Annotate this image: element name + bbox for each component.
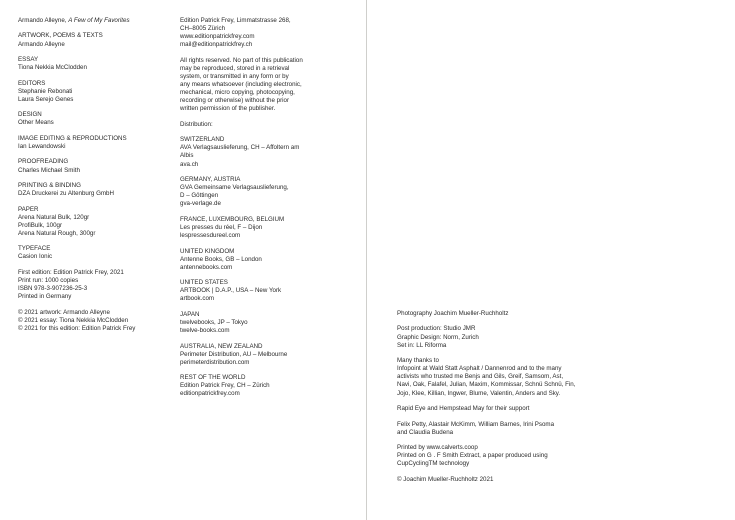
publisher-line: system, or transmitted in any form or by (180, 72, 289, 80)
credit-line: Laura Serejo Genes (18, 95, 74, 103)
photo-credit-block (397, 325, 717, 349)
credit-line: PAPER (18, 205, 39, 213)
publisher-line: Edition Patrick Frey, Limmatstrasse 268, (180, 17, 291, 24)
credit-line: Arena Natural Bulk, 120gr (18, 213, 90, 221)
book-author: Armando Alleyne, (18, 17, 67, 24)
publisher-block (180, 374, 350, 398)
publisher-line: lespressesdureel.com (180, 232, 241, 240)
publisher-line: CH–8005 Zürich (180, 25, 226, 33)
credit-block (18, 135, 168, 151)
left-page (0, 0, 366, 520)
publisher-block (180, 279, 350, 303)
publisher-line: AUSTRALIA, NEW ZEALAND (180, 342, 263, 350)
publisher-block (180, 248, 350, 272)
publisher-line: recording or otherwise) without the prior (180, 97, 290, 105)
credit-block (18, 158, 168, 174)
publisher-line: JAPAN (180, 310, 200, 318)
photo-credit-line: Photography Joachim Mueller-Ruchholtz (397, 310, 509, 317)
credit-line: Charles Michael Smith (18, 166, 80, 174)
publisher-line: SWITZERLAND (180, 136, 225, 144)
publisher-line: D – Göttingen (180, 192, 219, 200)
credit-line: PROOFREADING (18, 158, 69, 166)
photo-credit-line: activists who trusted me Benjs and Gils, Greif, Samsom, Ast, (397, 373, 564, 381)
credit-block (18, 182, 168, 198)
credit-line: Tiona Nekkia McClodden (18, 64, 87, 72)
photo-credit-line: Printed on G . F Smith Extract, a paper produced using (397, 452, 548, 460)
credit-line: Armando Alleyne (18, 40, 65, 48)
photo-credit-line: Graphic Design: Norm, Zurich (397, 333, 479, 341)
photo-credit-line: Infopoint at Wald Statt Asphalt / Dannenrod and to the many (397, 365, 562, 373)
credit-line: Casion Ionic (18, 253, 53, 261)
publisher-line: written permission of the publisher. (180, 105, 276, 113)
publisher-line: www.editionpatrickfrey.com (180, 33, 255, 41)
right-page (367, 0, 735, 520)
credit-line: DZA Druckerei zu Altenburg GmbH (18, 190, 114, 198)
credit-block (18, 309, 168, 333)
publisher-block (180, 343, 350, 367)
publisher-distribution-column (180, 17, 350, 406)
credit-line: ProfiBulk, 100gr (18, 221, 63, 229)
publisher-line: Distribution: (180, 120, 213, 128)
publisher-block (180, 176, 350, 208)
publisher-line: perimeterdistribution.com (180, 358, 250, 366)
publisher-line: twelvebooks, JP – Tokyo (180, 318, 248, 326)
credit-block (18, 111, 168, 127)
credit-block (18, 32, 168, 48)
publisher-line: editionpatrickfrey.com (180, 390, 240, 398)
book-title-line (18, 17, 168, 25)
publisher-line: ava.ch (180, 160, 199, 168)
credit-line: Other Means (18, 119, 54, 127)
publisher-line: Les presses du réel, F – Dijon (180, 223, 263, 231)
publisher-line: artbook.com (180, 295, 215, 303)
publisher-line: UNITED KINGDOM (180, 247, 235, 255)
credit-line: IMAGE EDITING & REPRODUCTIONS (18, 134, 127, 142)
credit-line: © 2021 for this edition: Edition Patrick Frey (18, 324, 136, 332)
publisher-line: Antenne Books, GB – London (180, 255, 262, 263)
publisher-line: Albis (180, 152, 194, 160)
credit-line: Print run: 1000 copies (18, 277, 79, 285)
publisher-block (180, 216, 350, 240)
photo-credit-line: Set in: LL Riforma (397, 341, 447, 349)
publisher-line: FRANCE, LUXEMBOURG, BELGIUM (180, 215, 285, 223)
credit-block (18, 80, 168, 104)
book-title: A Few of My Favorites (68, 17, 130, 24)
credit-line: © 2021 artwork: Armando Alleyne (18, 308, 110, 316)
photo-credit-line: © Joachim Mueller-Ruchholtz 2021 (397, 475, 494, 483)
publisher-block (180, 17, 350, 49)
credit-line: © 2021 essay: Tiona Nekkia McClodden (18, 316, 129, 324)
publisher-line: UNITED STATES (180, 279, 228, 287)
publisher-block (180, 136, 350, 168)
publisher-line: mechanical, micro copying, photocopying, (180, 89, 295, 97)
publisher-line: REST OF THE WORLD (180, 374, 246, 382)
credit-line: DESIGN (18, 111, 42, 119)
credit-block (18, 56, 168, 72)
photo-credit-line: Rapid Eye and Hempstead May for their support (397, 405, 530, 413)
photo-credit-block (397, 357, 717, 397)
imprint-credits-column (18, 17, 168, 340)
publisher-line: GVA Gemeinsame Verlagsauslieferung, (180, 184, 289, 192)
credit-line: PRINTING & BINDING (18, 182, 81, 190)
publisher-line: antennebooks.com (180, 263, 233, 271)
credit-line: TYPEFACE (18, 245, 51, 253)
publisher-block (180, 57, 350, 114)
credit-line: Arena Natural Rough, 300gr (18, 229, 96, 237)
credit-block (18, 269, 168, 301)
photo-credit-line: Printed by www.calverts.coop (397, 444, 478, 452)
photo-credit-line: and Claudia Budena (397, 428, 454, 436)
photo-credit-line: Felix Petty, Alastair McKimm, William Barnes, Irini Psoma (397, 420, 555, 428)
credit-line: ARTWORK, POEMS & TEXTS (18, 32, 103, 40)
credit-line: EDITORS (18, 79, 46, 87)
credit-line: Printed in Germany (18, 293, 72, 301)
publisher-line: may be reproduced, stored in a retrieval (180, 64, 290, 72)
publisher-line: gva-verlage.de (180, 200, 221, 208)
credit-line: First edition: Edition Patrick Frey, 2021 (18, 268, 124, 276)
credit-line: ISBN 978-3-907236-25-3 (18, 285, 88, 293)
photo-credit-line: CupCyclingTM technology (397, 460, 470, 468)
photo-credit-line: Jojo, Klee, Killian, Ingwer, Blume, Valentin, Anders and Sky. (397, 389, 561, 397)
credits-blocks (18, 32, 168, 333)
credit-line: Stephanie Rebonati (18, 87, 73, 95)
publisher-block (180, 311, 350, 335)
publisher-line: GERMANY, AUSTRIA (180, 176, 241, 184)
photo-credit-line: Many thanks to (397, 357, 439, 365)
photo-credit-block (397, 405, 717, 413)
credit-line: ESSAY (18, 56, 39, 64)
photo-credit-block (397, 444, 717, 468)
publisher-line: any means whatsoever (including electronic, (180, 81, 302, 89)
photo-credit-block (397, 310, 717, 318)
publisher-line: Perimeter Distribution, AU – Melbourne (180, 350, 288, 358)
photo-credit-block (397, 476, 717, 484)
publisher-line: ARTBOOK | D.A.P., USA – New York (180, 287, 282, 295)
credit-block (18, 245, 168, 261)
photo-credit-line: Navi, Oak, Falafel, Julian, Maxim, Kommissar, Schnü Schnü, Fin, (397, 381, 576, 389)
photo-credit-line: Post production: Studio JMR (397, 325, 476, 333)
publisher-line: twelve-books.com (180, 327, 230, 335)
publisher-block (180, 121, 350, 129)
credit-line: Ian Lewandowski (18, 142, 66, 150)
photo-credits-column (397, 310, 717, 491)
credit-block (18, 206, 168, 238)
publisher-line: Edition Patrick Frey, CH – Zürich (180, 382, 270, 390)
photo-credit-block (397, 421, 717, 437)
publisher-line: AVA Verlagsauslieferung, CH – Affoltern am (180, 144, 300, 152)
publisher-line: mail@editionpatrickfrey.ch (180, 41, 253, 49)
publisher-line: All rights reserved. No part of this publication (180, 56, 303, 64)
